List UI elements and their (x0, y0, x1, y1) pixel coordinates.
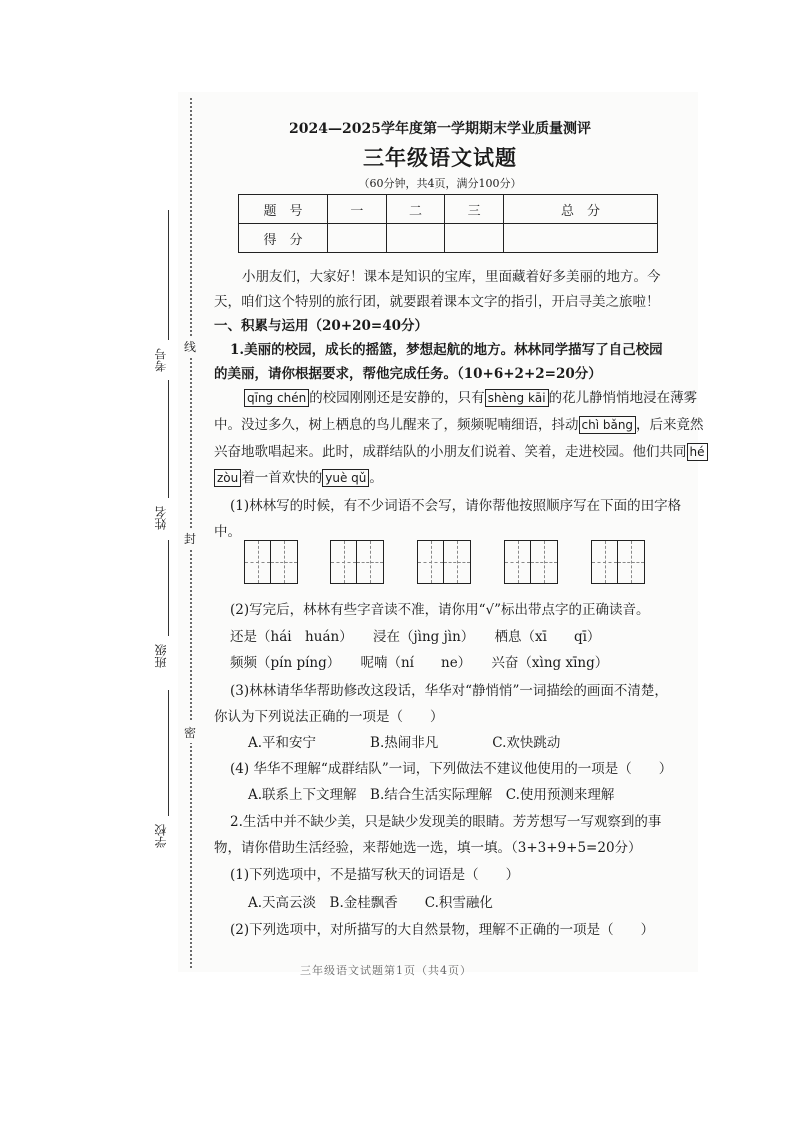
sub1-line-2: 中。 (214, 524, 241, 540)
passage-text: 的校园刚刚还是安静的，只有 (309, 390, 485, 406)
score-table-score-row (239, 224, 658, 253)
passage-line-1 (244, 386, 697, 407)
q2-sub2: (2)下列选项中，对所描写的大自然景物，理解不正确的一项是（ ） (230, 922, 655, 938)
score-cell-total[interactable] (504, 224, 658, 253)
kaohao-blank[interactable] (168, 210, 169, 340)
score-table-header-row (239, 195, 658, 224)
passage-line-4 (214, 466, 383, 487)
exam-term-title: 2024—2025学年度第一学期期末学业质量测评 (289, 121, 591, 137)
pinyin-box-qingchen: qīng chén (244, 389, 309, 407)
label-kaohao: 考号 (154, 348, 168, 372)
label-xingming: 姓名 (154, 506, 168, 530)
passage-line-2 (214, 413, 704, 434)
passage-text: ，后来竟然 (636, 417, 704, 433)
pinyin-box-shengkai: shèng kāi (485, 389, 549, 407)
score-row-label: 得 分 (239, 224, 328, 253)
exam-main-title: 三年级语文试题 (363, 145, 517, 170)
score-header-label: 题 号 (239, 195, 328, 224)
seal-char-feng: 封 (184, 528, 196, 549)
xuexiao-blank[interactable] (168, 690, 169, 816)
passage-text: 。 (369, 470, 383, 486)
seal-char-xian: 线 (184, 336, 196, 357)
sub2-row-1: 还是（hái huán） 浸在（jìng jìn） 栖息（xī qī） (230, 629, 601, 645)
score-table (238, 194, 658, 253)
score-col-1: 一 (328, 195, 387, 224)
q2-line-2: 物，请你借助生活经验，来帮她选一选，填一填。（3+3+9+5=20分） (214, 840, 642, 856)
sub3-line-2: 你认为下列说法正确的一项是（ ） (214, 709, 444, 725)
q1-line-1: 1.美丽的校园，成长的摇篮，梦想起航的地方。林林同学描写了自己校园 (230, 342, 663, 358)
score-col-total: 总 分 (504, 195, 658, 224)
pinyin-box-zou: zòu (214, 469, 241, 487)
banji-blank[interactable] (168, 540, 169, 636)
page-footer: 三年级语文试题第1页（共4页） (300, 964, 472, 977)
passage-text: 着一首欢快的 (241, 470, 323, 486)
xingming-blank[interactable] (168, 380, 169, 498)
q2-sub1: (1)下列选项中，不是描写秋天的词语是（ ） (230, 867, 520, 883)
score-cell-2[interactable] (386, 224, 445, 253)
q2-sub1-options: A.天高云淡 B.金桂飘香 C.积雪融化 (248, 895, 493, 911)
intro-line-1: 小朋友们，大家好！课本是知识的宝库，里面藏着好多美丽的地方。今 (242, 269, 661, 285)
score-cell-3[interactable] (445, 224, 504, 253)
tianzige-group-2[interactable] (330, 540, 384, 584)
section-1-heading: 一、积累与运用（20+20=40分） (214, 318, 428, 334)
passage-text: 中。没过多久，树上栖息的鸟儿醒来了，频频呢喃细语，抖动 (214, 417, 579, 433)
exam-subtitle: （60分钟，共4页，满分100分） (358, 177, 522, 190)
score-col-2: 二 (386, 195, 445, 224)
score-col-3: 三 (445, 195, 504, 224)
sub2-line: (2)写完后，林林有些字音读不准，请你用“√”标出带点字的正确读音。 (230, 602, 650, 618)
sub1-line-1: (1)林林写的时候，有不少词语不会写，请你帮他按照顺序写在下面的田字格 (230, 498, 682, 514)
sub3-line-1: (3)林林请华华帮助修改这段话，华华对“静悄悄”一词描绘的画面不清楚， (230, 683, 668, 699)
pinyin-box-he: hé (687, 443, 708, 461)
passage-text: 的花儿静悄悄地浸在薄雾 (548, 390, 698, 406)
passage-text: 兴奋地歌唱起来。此时，成群结队的小朋友们说着、笑着，走进校园。他们共同 (214, 444, 687, 460)
seal-char-mi: 密 (184, 722, 196, 743)
label-xuexiao: 学校 (154, 824, 168, 848)
label-banji: 班级 (154, 644, 168, 668)
sub3-options: A.平和安宁 B.热闹非凡 C.欢快跳动 (248, 735, 561, 751)
tianzige-group-4[interactable] (504, 540, 558, 584)
pinyin-box-chibang: chì bǎng (579, 416, 637, 434)
tianzige-group-1[interactable] (244, 540, 298, 584)
tianzige-group-5[interactable] (591, 540, 645, 584)
intro-line-2: 天，咱们这个特别的旅行团，就要跟着课本文字的指引，开启寻美之旅啦！ (214, 294, 660, 310)
sub4-line: (4) 华华不理解“成群结队”一词，下列做法不建议他使用的一项是（ ） (230, 761, 673, 777)
score-cell-1[interactable] (328, 224, 387, 253)
passage-line-3 (214, 440, 708, 461)
q1-line-2: 的美丽，请你根据要求，帮他完成任务。（10+6+2+2=20分） (214, 366, 602, 382)
tianzige-group-3[interactable] (417, 540, 471, 584)
sub2-row-2: 频频（pín píng） 呢喃（ní ne） 兴奋（xìng xīng） (230, 655, 609, 671)
sub4-options: A.联系上下文理解 B.结合生活实际理解 C.使用预测来理解 (248, 787, 615, 803)
q2-line-1: 2.生活中并不缺少美，只是缺少发现美的眼睛。芳芳想写一写观察到的事 (230, 814, 662, 830)
pinyin-box-yuequ: yuè qǔ (322, 469, 369, 487)
